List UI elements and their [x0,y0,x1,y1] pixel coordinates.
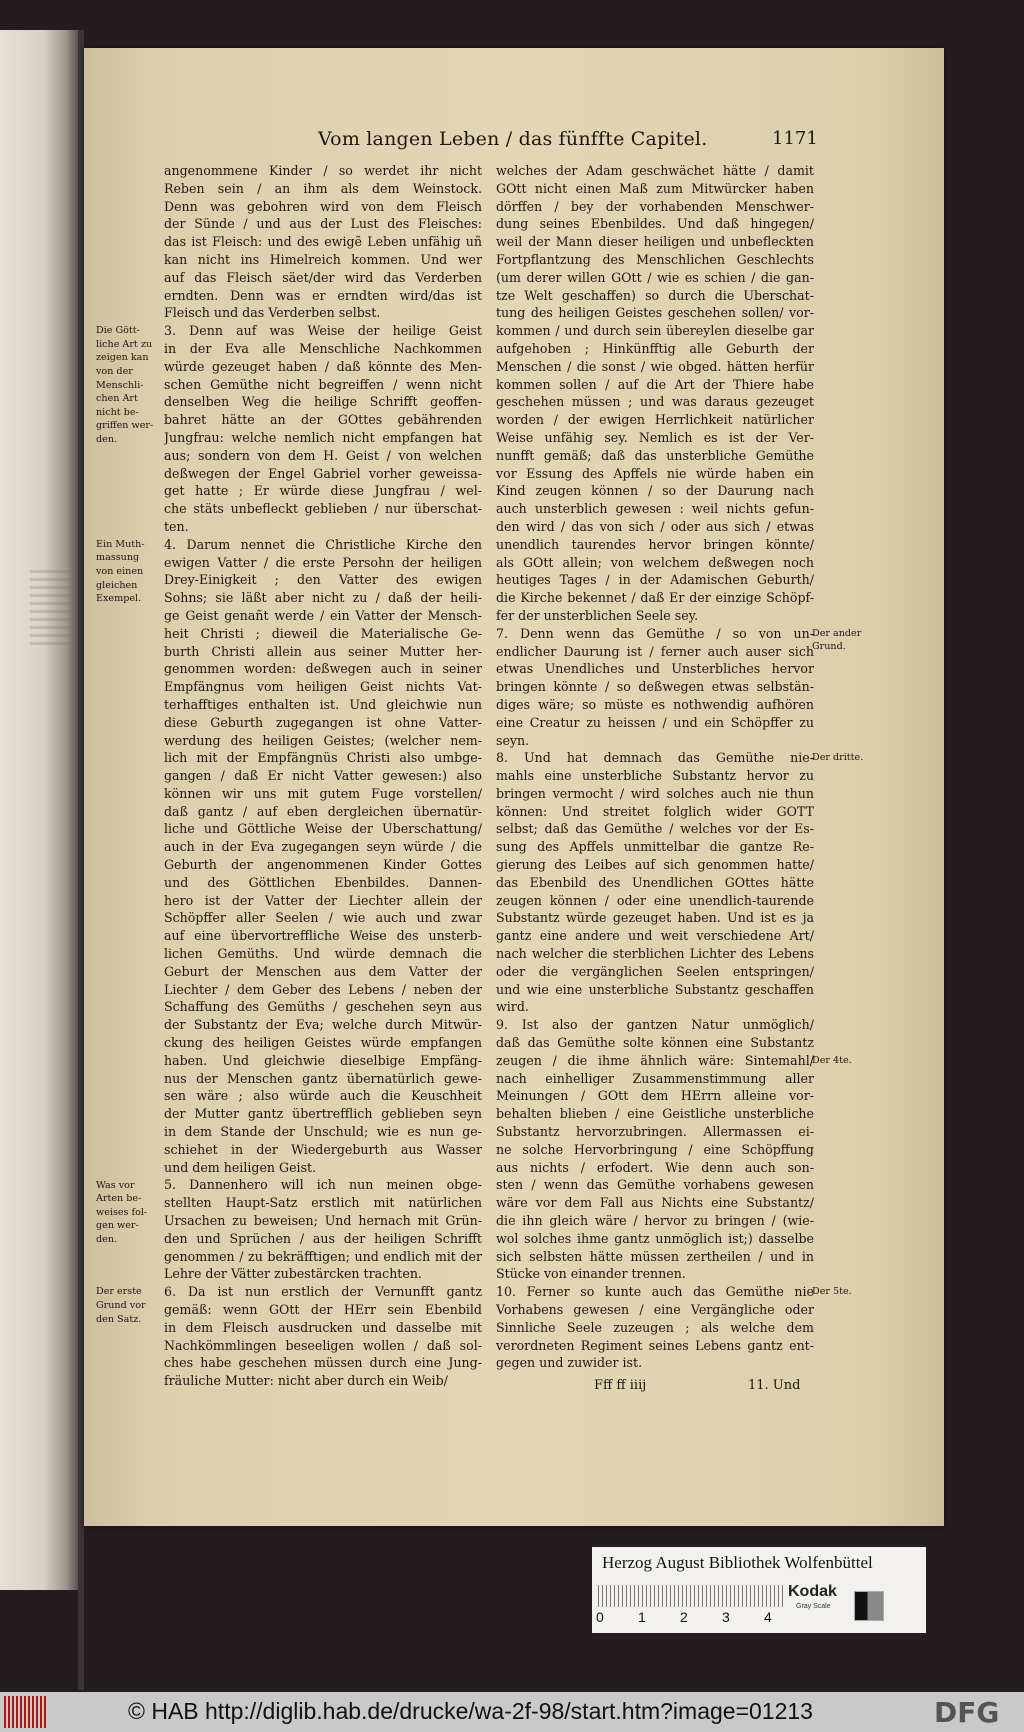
library-name: Herzog August Bibliothek Wolfenbüttel [602,1553,873,1572]
text-line: können wir uns mit gutem Fuge vorstellen/ [164,785,482,801]
text-line: stellten Haupt-Satz erstlich mit natürlichen [164,1195,482,1211]
library-scale-label [592,1547,926,1633]
signature-mark: Fff ff iiij [594,1378,647,1393]
copyright-link[interactable]: © HAB http://diglib.hab.de/drucke/wa-2f-98/start.htm?image=01213 [128,1698,813,1724]
text-line: diges wäre; so müste es nothwendig aufhören [496,696,814,712]
text-line: die ihn gleich wäre / hervor zu bringen / (wie- [496,1213,814,1229]
text-line: aufgehoben ; Hinkünfftig alle Geburth der [496,340,814,356]
text-line: ewigen Vatter / die erste Persohn der heiligen [164,554,482,570]
text-line: kommen / und durch sein übereylen dieselbe gar [496,323,814,339]
text-line: tung des heiligen Geistes geschehen sollen/ vor- [496,305,814,321]
text-line: oder die vergänglichen Seelen entspringen/ [496,963,814,979]
margin-note-line: den. [96,433,118,445]
text-line: Kind zeugen können / so der Daurung nach [496,483,814,499]
margin-note-line: gleichen [96,579,138,591]
text-line: Jungfrau: welche nemlich nicht empfangen hat [164,429,482,445]
text-line: die Kirche bekennet / daß Er der einzige Schöpf- [496,590,814,606]
text-line: 4. Darum nennet die Christliche Kirche den [164,536,482,552]
text-line: heit Christi ; dieweil die Materialische Ge- [164,625,482,641]
text-line: weil der Mann dieser heiligen und unbefleckten [496,234,814,250]
hab-logo-icon [4,1696,46,1728]
margin-note-line: Menschli- [96,379,144,391]
text-line: nunfft gemäß; daß das unsterbliche Gemüthe [496,447,814,463]
margin-note-line: Der erste [96,1286,142,1298]
text-line: burth Christi allein aus seiner Mutter her- [164,643,482,659]
text-line: dörffen / bey der vorhabenden Menschwer- [496,198,814,214]
text-line: in dem Stande der Unschuld; wie es nun ge- [164,1124,482,1140]
text-line: liche und Göttliche Weise der Uberschattung/ [164,821,482,837]
text-line: ches habe geschehen müssen durch eine Jung- [164,1355,482,1371]
text-line: zeugen / die ihme ähnlich wäre: Sintemahl/ [496,1052,814,1068]
text-line: deßwegen der Engel Gabriel vorher geweissa- [164,465,482,481]
margin-note-line: Der 5te. [812,1286,852,1298]
text-line: aus nichts / erfodert. Wie denn auch son- [496,1159,814,1175]
text-line: seyn. [496,732,530,748]
text-line: vor Essung des Apffels nie würde haben ein [496,465,814,481]
text-line: endlicher Daurung ist / ferner auch auser sich [496,643,814,659]
text-line: gantz eine andere und weit verschiedene Art/ [496,928,814,944]
text-line: angenommene Kinder / so werdet ihr nicht [164,163,482,178]
text-line: hero ist der Vatter der Liechter allein der [164,892,482,908]
text-line: fer der unsterblichen Seele sey. [496,607,699,623]
text-line: ten. [164,518,189,534]
margin-note-line: chen Art [96,393,138,405]
margin-note-line: liche Art zu [96,338,153,350]
text-line: Menschen / die sonst / wie obged. hätten herfür [496,358,814,374]
text-line: lichen Gemüths. Und würde demnach die [164,946,482,962]
text-line: worden / der ewigen Herrlichkeit natürlicher [496,412,814,428]
text-line: sich selbsten hätte müssen zertheilen / und in [496,1248,814,1264]
text-line: Fortpflantzung des Menschlichen Geschlechts [496,251,814,267]
text-line: kommen sollen / auf die Art der Thiere habe [496,376,814,392]
margin-note-line: Grund. [812,641,846,653]
margin-note-line: Der ander [812,627,862,639]
text-line: auch in der Eva zugegangen seyn würde / die [164,839,482,855]
text-line: lich mit der Empfängnüs Christi also umbge- [164,750,482,766]
margin-note-line: Arten be- [96,1193,142,1205]
text-line: 7. Denn wenn das Gemüthe / so von un- [496,625,814,641]
text-line: als GOtt allein; von welchem deßwegen noch [496,554,814,570]
text-line: unendlich taurendes hervor bringen könnte/ [496,536,814,552]
text-line: nach welcher die sterblichen Lichter des Lebens [496,946,814,962]
text-line: erndten. Denn was er erndten wird/das ist [164,287,482,303]
text-line: nach einhelliger Zusammenstimmung aller [496,1070,814,1086]
text-line: Lehre der Vätter zubestärcken trachten. [164,1266,422,1282]
text-line: genommen / zu bekräfftigen; und endlich mit der [164,1248,482,1264]
margin-note-line: massung [96,552,140,564]
margin-note [96,538,162,606]
text-line: sten / wenn das Gemüthe vorhabens gewesen [496,1177,814,1193]
ruler-number: 0 [596,1609,604,1625]
text-line: 8. Und hat demnach das Gemüthe nie- [496,750,814,766]
margin-note [96,1179,162,1247]
text-line: gegen und zuwider ist. [496,1355,643,1371]
ruler-number: 1 [638,1609,646,1625]
text-line: Substantz würde gezeuget haben. Und ist es ja [496,910,814,926]
text-line: wäre vor dem Fall aus Nichts eine Substantz/ [496,1195,814,1211]
text-line: denselben Weg die heilige Schrifft geoffen- [164,394,482,410]
text-line: Geburth der angenommenen Kinder Gottes [164,857,482,873]
text-line: schen Gemüthe nicht begreiffen / wenn nicht [164,376,482,392]
text-line: schiehet in der Wiedergeburth aus Wasser [164,1141,482,1157]
text-line: ge Geist genañt werde / ein Vatter der Mensch- [164,607,482,623]
text-line: auf eine übervortreffliche Weise des unsterb- [164,928,482,944]
text-line: diese Geburth zugegangen ist ohne Vatter- [164,714,482,730]
text-line: dung seines Ebenbildes. Und daß hingegen/ [496,216,814,232]
text-line: 3. Denn auf was Weise der heilige Geist [164,323,482,339]
text-line: zeugen können / oder eine unendlich-taurende [496,892,814,908]
text-line: geschehen müssen ; und was daraus gezeuget [496,394,814,410]
right-text-column [496,162,814,1372]
margin-note-line: Der 4te. [812,1055,852,1066]
text-line: eine Creatur zu heissen / und ein Schöpffer zu [496,714,814,730]
text-line: werdung des heiligen Geistes; (welcher nem- [164,732,482,748]
text-line: etwas Unendliches und Unsterbliches hervor [496,661,814,677]
catchword: 11. Und [748,1378,801,1393]
text-line: Meinungen / GOtt dem HErrn alleine vor- [496,1088,814,1104]
ruler-number: 2 [680,1609,688,1625]
margin-note-line: Ein Muth- [96,538,145,550]
text-line: können: Und streitet folglich wider GOTT [496,803,814,819]
running-header: Vom langen Leben / das fünffte Capitel. [318,128,708,150]
margin-note [812,1054,878,1068]
text-line: genommen worden: deßwegen auch in seiner [164,661,482,677]
text-line: in der Eva alle Menschliche Nachkommen [164,340,482,356]
ruler-number: 4 [764,1609,772,1625]
text-line: daß das Gemüthe solte können eine Substantz [496,1035,814,1051]
text-line: (um derer willen GOtt / wie es schien / die gan- [496,269,814,285]
margin-note-line: Die Gött- [96,325,140,337]
text-line: nus der Menschen gantz übernatürlich gewe- [164,1070,482,1086]
text-line: ckung des heiligen Geistes würde empfangen [164,1035,482,1051]
text-line: GOtt nicht einen Maß zum Mitwürcker haben [496,180,814,196]
text-line: terhafftiges enthalten ist. Und gleichwie nun [164,696,482,712]
text-line: Denn was gebohren wird von dem Fleisch [164,198,482,214]
margin-note [812,627,878,654]
text-line: den wird / das von sich / oder aus sich / etwas [496,518,814,534]
text-line: ne solche Hervorbringung / eine Schöpffung [496,1141,814,1157]
text-line: welches der Adam geschwächet hätte / damit [496,163,814,178]
text-line: bringen könnte / so deßwegen etwas selbstän- [496,679,814,695]
bottom-bar [0,1692,1024,1732]
text-line: Vorhabens gewesen / eine Vergängliche oder [496,1302,814,1317]
margin-note-line: Der dritte. [812,752,864,764]
margin-note [812,1285,878,1299]
text-line: Stücke von einander trennen. [496,1266,686,1282]
margin-note-line: griffen wer- [96,420,154,432]
facing-page-edge [0,30,78,1590]
text-line: fräuliche Mutter: nicht aber durch ein Weib/ [164,1373,448,1389]
text-line: Weise unfähig sey. Nemlich es ist der Ver- [496,429,814,445]
margin-note-line: gen wer- [96,1220,139,1232]
text-line: Sinnliche Seele zuzeugen ; als welche dem [496,1319,814,1335]
text-line: get hatte ; Er würde diese Jungfrau / wel- [164,483,482,499]
text-line: 10. Ferner so kunte auch das Gemüthe nie [496,1284,814,1300]
text-line: Geburt der Menschen aus dem Vatter der [164,963,482,979]
text-line: bringen vermocht / wird solches auch nie thun [496,785,814,801]
text-line: che stäts unbefleckt geblieben / nur überschat- [164,501,482,517]
text-line: das Ebenbild des Unendlichen GOttes hätte [496,874,814,890]
text-line: selbst; daß das Gemüthe / welches vor der Es- [496,821,814,837]
margin-note-line: von der [96,365,133,377]
margin-note [96,1285,162,1326]
text-line: in dem Fleisch ausdrucken und dasselbe mit [164,1319,482,1335]
text-line: Ursachen zu beweisen; Und hernach mit Grün- [164,1213,482,1229]
text-line: Fleisch und das Verderben selbst. [164,305,381,321]
margin-note [96,324,162,446]
text-line: bahret hätte an der GOttes gebährenden [164,412,482,428]
text-line: Schöpffer aller Seelen / wie auch und zwar [164,910,482,926]
text-line: gierung des Leibes auf sich genommen hatte/ [496,857,814,873]
margin-note-line: von einen [96,565,144,577]
text-line: gangen / daß Er nicht Vatter gewesen:) also [164,768,482,784]
text-line: Schaffung des Gemüths / geschehen seyn aus [164,999,482,1015]
ruler-scale [598,1585,786,1607]
text-line: gemäß: wenn GOtt der HErr sein Ebenbild [164,1302,482,1317]
margin-note-line: den Satz. [96,1313,142,1325]
text-line: mahls eine unsterbliche Substantz hervor zu [496,768,814,784]
text-line: und dem heiligen Geist. [164,1159,317,1175]
margin-note-line: den. [96,1233,118,1245]
text-line: wol solches ihme gantz unmöglich ist;) dasselbe [496,1230,814,1246]
text-line: der Mutter gantz übertrefflich geblieben seyn [164,1106,482,1122]
text-line: haben. Und gleichwie dieselbige Empfäng- [164,1052,482,1068]
margin-note-line: weises fol- [96,1206,148,1218]
text-line: und des Göttlichen Ebenbildes. Dannen- [164,874,482,890]
margin-note-line: nicht be- [96,406,139,418]
text-line: Liechter / dem Geber des Lebens / neben der [164,981,482,997]
text-line: kan nicht ins Himelreich kommen. Und wer [164,251,482,267]
text-line: und wie eine unsterbliche Substantz geschaffen [496,981,814,997]
text-line: Substantz hervorzubringen. Allermassen ei- [496,1124,814,1140]
text-line: sung des Apffels unmittelbar die gantze Re- [496,839,814,855]
gray-scale-label: Gray Scale [796,1603,831,1610]
margin-note-line: Grund vor [96,1299,146,1311]
text-line: den und Sprüchen / aus der heiligen Schrifft [164,1230,482,1246]
text-line: der Sünde / und aus der Lust des Fleisches: [164,216,482,232]
text-line: tze Welt geschaffen) so durch die Uberschat- [496,287,814,303]
text-line: das ist Fleisch: und des ewigẽ Leben unfähig uñ [164,234,482,250]
text-line: der Substantz der Eva; welche durch Mitwür- [164,1017,482,1033]
text-line: auch unsterblich gewesen : weil nichts gefun- [496,501,814,517]
text-line: wird. [496,999,529,1015]
text-line: daß gantz / auf eben dergleichen übernatür- [164,803,482,819]
text-line: verordneten Regiment seines Lebens gantz ent- [496,1337,814,1353]
text-line: Reben sein / an ihm als dem Weinstock. [164,180,482,196]
gray-scale-swatch [854,1591,884,1621]
text-line: würde gezeuget haben / daß könnte des Men- [164,358,482,374]
text-line: auf das Fleisch säet/der wird das Verderben [164,269,482,285]
margin-note-line: Exempel. [96,593,142,605]
text-line: 9. Ist also der gantzen Natur unmöglich/ [496,1017,814,1033]
text-line: aus; sondern von dem H. Geist / von welchen [164,447,482,463]
margin-note-line: zeigen kan [96,352,149,364]
margin-note-line: Was vor [96,1179,135,1191]
text-line: Empfängnus vom heiligen Geist nichts Vat- [164,679,482,695]
text-line: heutiges Tages / in der Adamischen Geburth/ [496,572,814,588]
page-number: 1171 [772,128,818,149]
text-line: Nachkömmlingen beseeligen wollen / daß sol- [164,1337,482,1353]
margin-note [812,751,878,765]
dfg-logo: DFG [934,1696,1000,1729]
text-line: Drey-Einigkeit ; den Vatter des ewigen [164,572,482,588]
text-line: Sohns; sie läßt aber nicht zu / daß der heili- [164,590,482,606]
text-line: 6. Da ist nun erstlich der Vernunfft gantz [164,1284,482,1300]
text-line: sen wäre ; also würde auch die Keuschheit [164,1088,482,1104]
kodak-brand: Kodak [788,1583,837,1600]
ruler-number: 3 [722,1609,730,1625]
text-line: 5. Dannenhero will ich nun meinen obge- [164,1177,482,1193]
text-line: behalten blieben / eine Geistliche unsterbliche [496,1106,814,1122]
left-text-column [164,162,482,1390]
